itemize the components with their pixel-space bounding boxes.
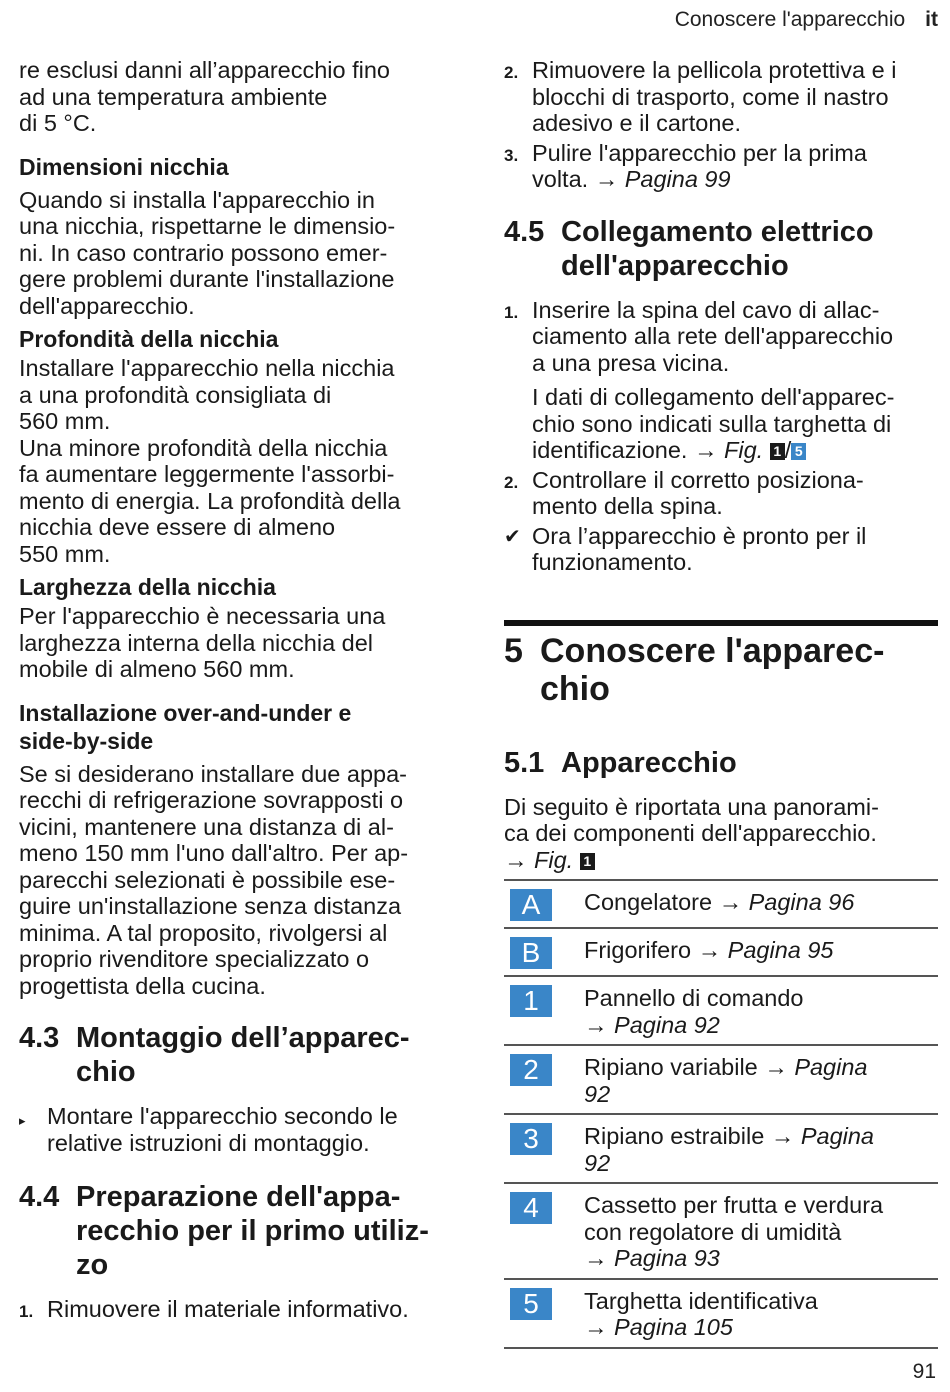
page-number: 91 (912, 1360, 936, 1383)
legend-badge: A (510, 889, 552, 921)
niche-dimensions-text: Quando si installa l'apparecchio in una nicchia, rispettarne le dimensio- ni. In caso contrario possono emer- gere problemi durante l'installazione dell'apparecchio. (19, 186, 396, 319)
legend-row: 2 Ripiano variabile → Pagina 92 (504, 1046, 938, 1115)
list-item: 1. Rimuovere il materiale informativo. (19, 1296, 409, 1322)
list-item: 3. Pulire l'apparecchio per la prima volta. → Pagina 99 (504, 139, 867, 192)
section-4-4-heading: 4.4 Preparazione dell'appa- recchio per il primo utiliz- zo (19, 1181, 429, 1281)
page-reference[interactable]: Pagina 105 (614, 1314, 733, 1340)
legend-badge: 3 (510, 1123, 552, 1155)
figure-reference[interactable]: Fig. (724, 437, 764, 463)
list-item: 2. Rimuovere la pellicola protettiva e i blocchi di trasporto, come il nastro adesivo e il cartone. (504, 57, 897, 136)
section-4-3-heading: 4.3 Montaggio dell’apparec- chio (19, 1022, 410, 1088)
figure-5-box: 5 (791, 443, 806, 460)
left-column (19, 57, 459, 1326)
legend-row: A Congelatore → Pagina 96 (504, 881, 938, 929)
page-reference[interactable]: Pagina 96 (748, 889, 855, 915)
intro-paragraph: re esclusi danni all’apparecchio fino ad una temperatura ambiente di 5 °C. (19, 57, 390, 136)
chapter-5-heading: 5 Conoscere l'apparec- chio (504, 620, 938, 708)
legend-badge: 1 (510, 985, 552, 1017)
header-title: Conoscere l'apparecchio (674, 8, 906, 31)
page-reference[interactable]: Pagina 99 (624, 166, 731, 192)
page-reference[interactable]: Pagina (794, 1054, 868, 1080)
legend-badge: 2 (510, 1054, 552, 1086)
section-5-1-text: Di seguito è riportata una panorami- ca dei componenti dell'apparecchio. → Fig. 1 (504, 793, 879, 873)
list-item: 1. Inserire la spina del cavo di allac- ciamento alla rete dell'apparecchio a una presa vicina. (504, 296, 894, 376)
language-code: it (925, 8, 938, 31)
niche-width-text: Per l'apparecchio è necessaria una larghezza interna della nicchia del mobile di almeno 560 mm. (19, 603, 386, 682)
component-legend (504, 879, 938, 1349)
figure-reference[interactable]: Fig. (534, 846, 574, 873)
list-item: 2. Controllare il corretto posiziona- mento della spina. (504, 466, 864, 519)
legend-row: 4 Cassetto per frutta e verdura con regolatore di umidità → Pagina 93 (504, 1184, 938, 1280)
page-reference[interactable]: Pagina 93 (614, 1245, 720, 1271)
legend-row: 3 Ripiano estraibile → Pagina 92 (504, 1115, 938, 1184)
check-icon: ✔ (504, 525, 521, 548)
figure-1-box: 1 (580, 853, 595, 870)
triangle-bullet-icon: ▸ (19, 1113, 26, 1128)
running-header (675, 8, 938, 32)
niche-dimensions-heading: Dimensioni nicchia (19, 153, 229, 180)
over-under-text: Se si desiderano installare due appa- recchi di refrigerazione sovrapposti o vicini, mantenere una distanza di al- meno 150 mm l'uno dall'altro. Per ap- parecchi selezionati è possibile ese- guire un'installazione senza distanza minima. A tal proposito, rivolgersi al proprio rivenditore specializzato o progettista della cucina. (19, 760, 409, 999)
figure-1-box: 1 (770, 443, 785, 460)
right-column (504, 57, 938, 1349)
section-5-1-heading: 5.1 Apparecchio (504, 746, 737, 779)
list-item: ▸ Montare l'apparecchio secondo le relative istruzioni di montaggio. (19, 1103, 398, 1156)
connection-note: I dati di collegamento dell'apparec- chio sono indicati sulla targhetta di identificazione. → Fig. 1 / 5 (532, 384, 895, 463)
legend-row: B Frigorifero → Pagina 95 (504, 929, 938, 977)
niche-depth-text: Installare l'apparecchio nella nicchia a una profondità consigliata di 560 mm. Una minore profondità della nicchia fa aumentare leggermente l'assorbi- mento di energia. La profondità della nicchia deve essere di almeno 550 mm. (19, 355, 401, 567)
page-reference[interactable]: Pagina (800, 1123, 875, 1149)
page-reference[interactable]: Pagina 95 (727, 937, 834, 963)
legend-badge: 5 (510, 1288, 552, 1320)
niche-depth-heading: Profondità della nicchia (19, 326, 279, 352)
legend-badge: 4 (510, 1192, 552, 1224)
legend-row: 5 Targhetta identificativa → Pagina 105 (504, 1280, 938, 1349)
page-reference[interactable]: Pagina 92 (614, 1011, 720, 1038)
niche-width-heading: Larghezza della nicchia (19, 574, 276, 600)
legend-badge: B (510, 937, 552, 969)
section-4-5-heading: 4.5 Collegamento elettrico dell'apparecchio (504, 215, 874, 282)
list-item: ✔ Ora l’apparecchio è pronto per il funzionamento. (504, 522, 867, 575)
legend-row: 1 Pannello di comando → Pagina 92 (504, 977, 938, 1046)
over-under-heading: Installazione over-and-under e side-by-side (19, 699, 352, 754)
